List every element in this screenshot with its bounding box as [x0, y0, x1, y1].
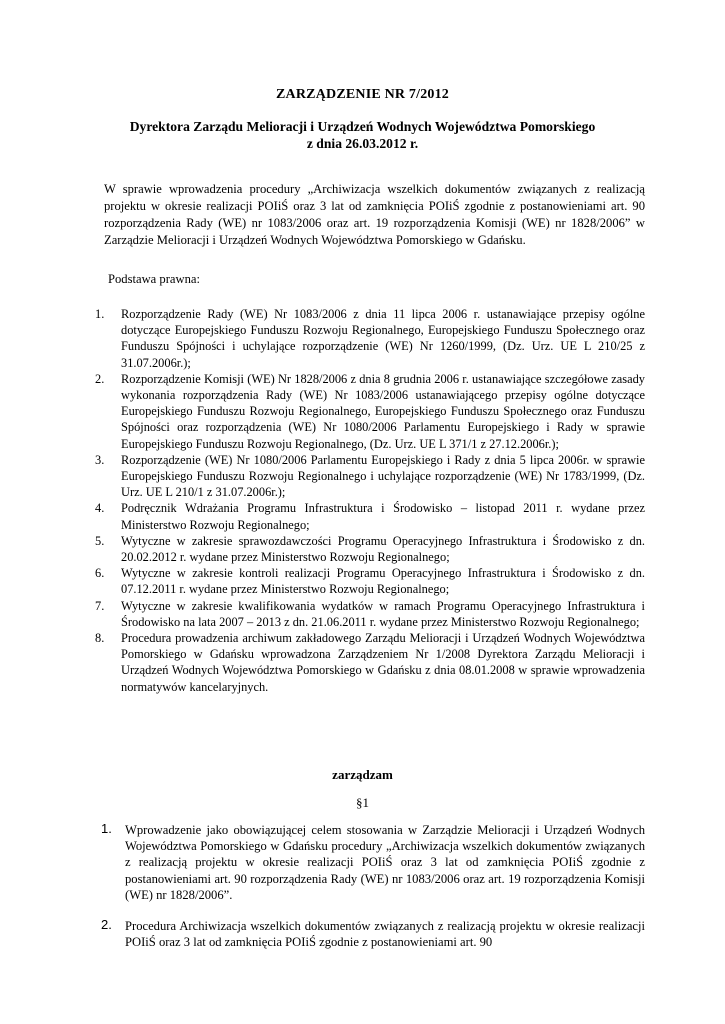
- list-item-number: 2.: [101, 917, 112, 933]
- list-item-number: 8.: [95, 631, 105, 646]
- list-item-text: Wytyczne w zakresie sprawozdawczości Programu Operacyjnego Infrastruktura i Środowisko z dn. 20.02.2012 r. wydane przez Ministerstwo Rozwoju Regionalnego;: [121, 533, 645, 565]
- list-item-number: 3.: [95, 452, 105, 467]
- list-item: [95, 598, 645, 630]
- decree-points-list: [101, 822, 645, 965]
- list-item-number: 1.: [95, 307, 105, 321]
- list-item: [95, 533, 645, 565]
- list-item: [101, 822, 645, 903]
- list-item-number: 2.: [95, 371, 105, 386]
- list-item-text: Rozporządzenie Rady (WE) Nr 1083/2006 z dnia 11 lipca 2006 r. ustanawiające przepisy ogólne dotyczące Europejskiego Funduszu Rozwoju Regionalnego, Europejskiego Funduszu Społecznego oraz Funduszu Spójności i uchylające rozporządzenie (WE) Nr 1260/1999, (Dz. Urz. UE L 210/25 z 31.07.2006r.);: [121, 307, 645, 370]
- list-item: [95, 371, 645, 452]
- list-item: [95, 452, 645, 501]
- list-item-text: Podręcznik Wdrażania Programu Infrastruktura i Środowisko – listopad 2011 r. wydane przez Ministerstwo Rozwoju Regionalnego;: [121, 501, 645, 532]
- list-item-text: Wprowadzenie jako obowiązującej celem stosowania w Zarządzie Melioracji i Urządzeń Wodnych Województwa Pomorskiego w Gdańsku procedury „Archiwizacja wszelkich dokumentów związanych z realizacją projektu w okresie realizacji POIiŚ oraz 3 lat od zamknięcia POIiŚ zgodnie z postanowieniami art. 90 rozporządzenia Rady (WE) nr 1083/2006 oraz art. 19 rozporządzenia Komisji (WE) nr 1828/2006”.: [125, 823, 645, 902]
- list-item: [95, 565, 645, 597]
- list-item-text: Wytyczne w zakresie kwalifikowania wydatków w ramach Programu Operacyjnego Infrastruktura i Środowisko na lata 2007 – 2013 z dn. 21.06.2011 r. wydane przez Ministerstwo Rozwoju Regionalnego;: [121, 598, 645, 629]
- list-item: [95, 306, 645, 371]
- list-item-number: 7.: [95, 598, 105, 613]
- list-item: [95, 500, 645, 532]
- legal-basis-list: [95, 306, 645, 695]
- list-item-text: Procedura prowadzenia archiwum zakładowego Zarządu Melioracji i Urządzeń Wodnych Województwa Pomorskiego w Gdańsku wprowadzona Zarządzeniem Nr 1/2008 Dyrektora Zarządu Melioracji i Urządzeń Wodnych Województwa Pomorskiego w Gdańsku z dnia 08.01.2008 w sprawie wprowadzenia normatywów kancelaryjnych.: [121, 631, 645, 694]
- document-subtitle: [60, 118, 665, 152]
- list-item-number: 4.: [95, 501, 105, 516]
- list-item: [95, 630, 645, 695]
- intro-paragraph: W sprawie wprowadzenia procedury „Archiwizacja wszelkich dokumentów związanych z realizacją projektu w okresie realizacji POIiŚ oraz 3 lat od zamknięcia POIiŚ zgodnie z postanowieniami art. 90 rozporządzenia Rady (WE) nr 1083/2006 oraz art. 19 rozporządzenia Komisji (WE) nr 1828/2006” w Zarządzie Melioracji i Urządzeń Wodnych Województwa Pomorskiego w Gdańsku.: [104, 182, 645, 247]
- document-title: ZARZĄDZENIE NR 7/2012: [276, 87, 449, 102]
- list-item-text: Rozporządzenie Komisji (WE) Nr 1828/2006 z dnia 8 grudnia 2006 r. ustanawiające szczegółowe zasady wykonania rozporządzenia Rady (WE) Nr 1083/2006 ustanawiającego przepisy ogólne dotyczące Europejskiego Funduszu Rozwoju Regionalnego, Europejskiego Funduszu Społecznego oraz Funduszu Spójności oraz rozporządzenia (WE) Nr 1080/2006 Parlamentu Europejskiego i Rady w sprawie Europejskiego Funduszu Rozwoju Regionalnego, (Dz. Urz. UE L 371/1 z 27.12.2006r.);: [121, 371, 645, 451]
- list-item: [101, 918, 645, 950]
- list-item-number: 1.: [101, 821, 112, 836]
- list-item-text: Rozporządzenie (WE) Nr 1080/2006 Parlamentu Europejskiego i Rady z dnia 5 lipca 2006r. w sprawie Europejskiego Funduszu Rozwoju Regionalnego i uchylające rozporządzenie (WE) Nr 1783/1999, (Dz. Urz. UE L 210/1 z 31.07.2006r.);: [121, 452, 645, 500]
- date-line: z dnia 26.03.2012 r.: [306, 136, 419, 151]
- legal-basis-label: Podstawa prawna:: [108, 272, 200, 286]
- issuer-line: Dyrektora Zarządu Melioracji i Urządzeń Wodnych Województwa Pomorskiego: [129, 119, 596, 134]
- list-item-text: Wytyczne w zakresie kontroli realizacji Programu Operacyjnego Infrastruktura i Środowisko z dn. 07.12.2011 r. wydane przez Ministerstwo Rozwoju Regionalnego;: [121, 566, 645, 597]
- list-item-number: 5.: [95, 533, 105, 548]
- decree-heading: zarządzam: [332, 767, 393, 782]
- list-item-text: Procedura Archiwizacja wszelkich dokumentów związanych z realizacją projektu w okresie realizacji POIiŚ oraz 3 lat od zamknięcia POIiŚ zgodnie z postanowieniami art. 90: [125, 919, 645, 950]
- section-mark: §1: [356, 795, 369, 810]
- list-item-number: 6.: [95, 566, 105, 581]
